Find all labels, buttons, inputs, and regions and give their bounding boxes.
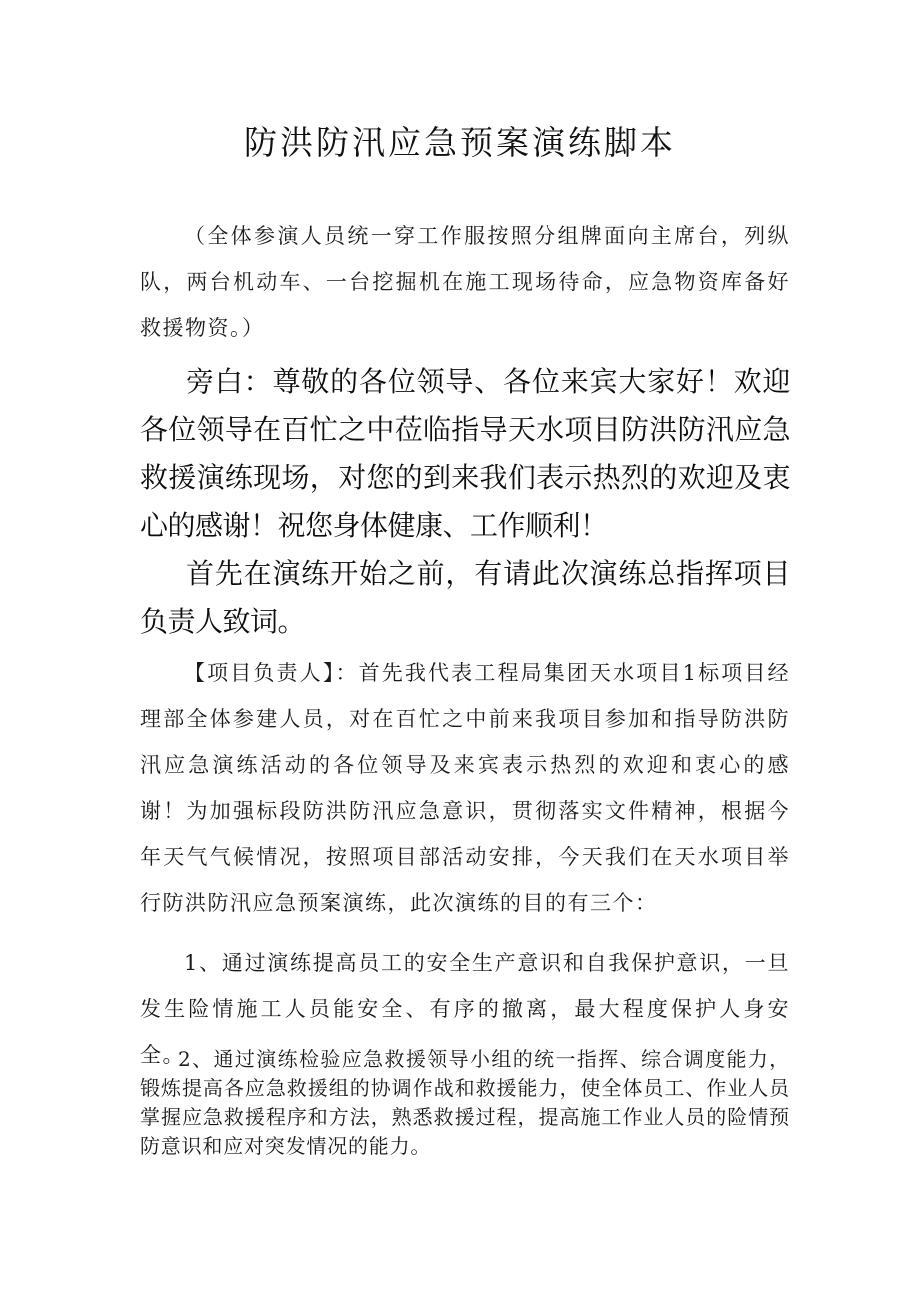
purpose-item-2: 2、通过演练检验应急救援领导小组的统一指挥、综合调度能力，锻炼提高各应急救援组的协调作战和救援能力，使全体员工、作业人员掌握应急救援程序和方法，熟悉救援过程，提高施工作业人员的险情预防意识和应对突发情况的能力。 <box>140 1047 790 1158</box>
project-leader-speech-paragraph: 【项目负责人】：首先我代表工程局集团天水项目1标项目经理部全体参建人员，对在百忙之中前来我项目参加和指导防洪防汛应急演练活动的各位领导及来宾表示热烈的欢迎和衷心的感谢！为加强标段防洪防汛应急意识，贯彻落实文件精神，根据今年天气气候情况，按照项目部活动安排，今天我们在天水项目举行防洪防汛应急预案演练，此次演练的目的有三个： <box>140 661 790 915</box>
narration-paragraph: 旁白：尊敬的各位领导、各位来宾大家好！欢迎各位领导在百忙之中莅临指导天水项目防洪防汛应急救援演练现场，对您的到来我们表示热烈的欢迎及衷心的感谢！祝您身体健康、工作顺利！ <box>140 365 790 542</box>
purpose-item-1: 1、通过演练提高员工的安全生产意识和自我保护意识，一旦发生险情施工人员能安全、有序的撤离，最大程度保护人身安全。 <box>140 951 790 1067</box>
invitation-paragraph: 首先在演练开始之前，有请此次演练总指挥项目负责人致词。 <box>140 557 790 638</box>
document-title: 防洪防汛应急预案演练脚本 <box>244 123 676 162</box>
stage-direction-paragraph: （全体参演人员统一穿工作服按照分组牌面向主席台，列纵队，两台机动车、一台挖掘机在施工现场待命，应急物资库备好救援物资。） <box>140 224 790 340</box>
